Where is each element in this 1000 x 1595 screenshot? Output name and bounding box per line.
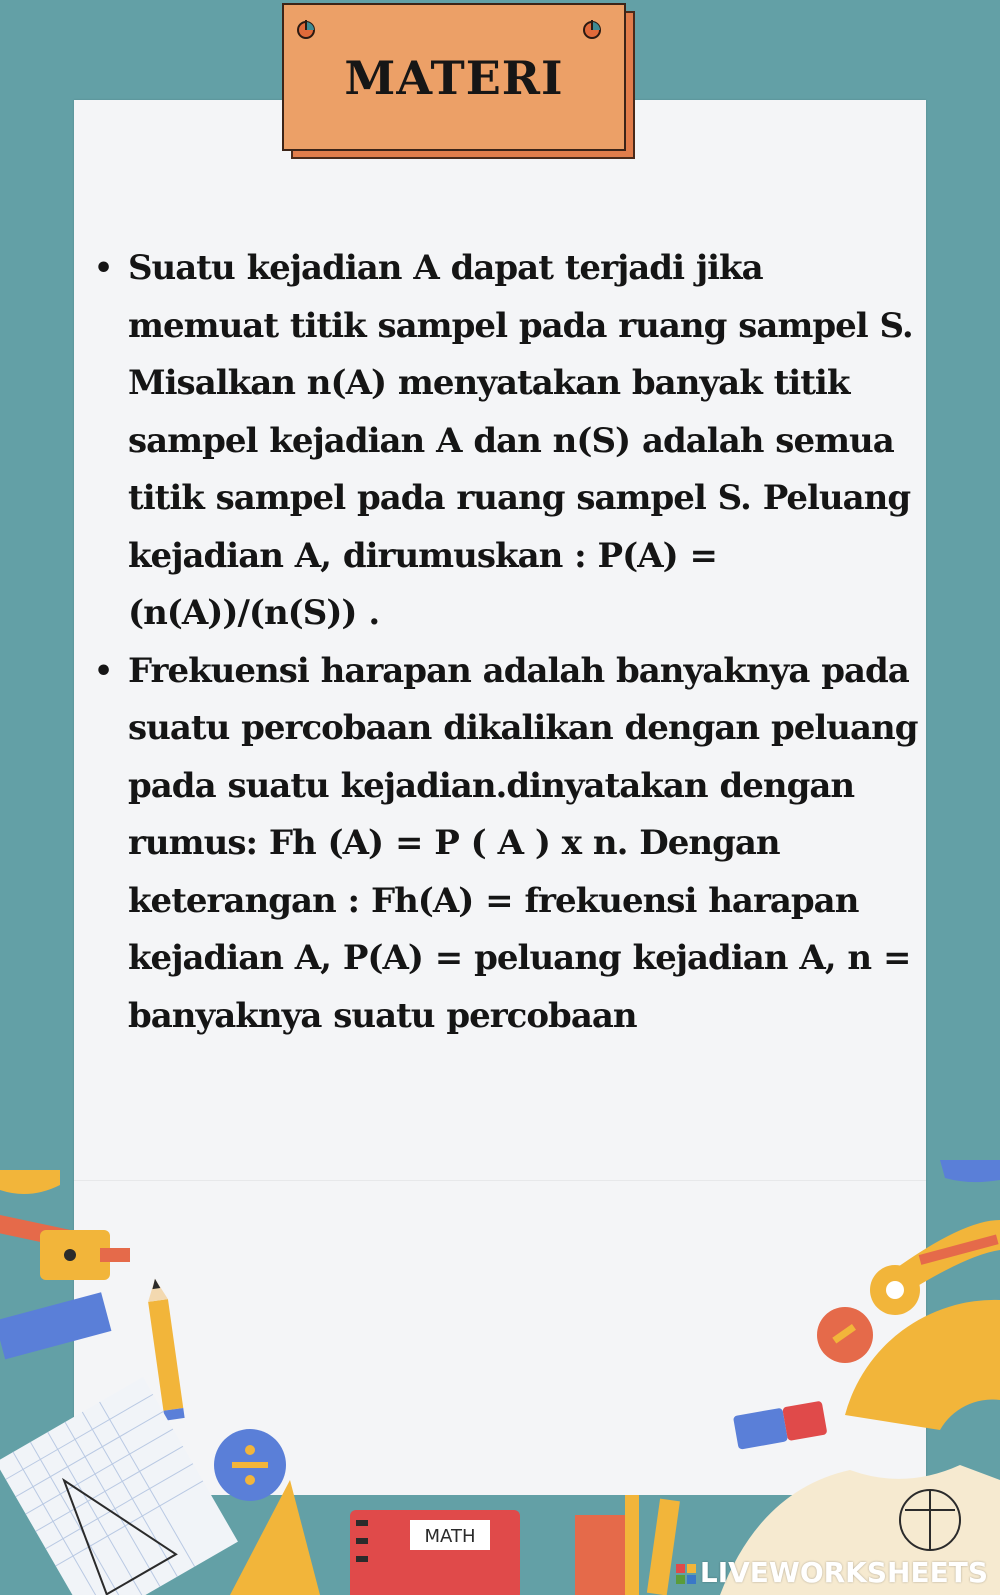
brand-text: LIVEWORKSHEETS bbox=[699, 1556, 988, 1589]
pin-icon bbox=[582, 20, 602, 40]
book-label: MATH bbox=[424, 1526, 476, 1547]
bullet-text: Frekuensi harapan adalah banyaknya pada suatu percobaan dikalikan dengan peluang pada suatu kejadian.dinyatakan dengan rumus: Fh (A) = P ( A ) x n. Dengan keterangan : Fh(A) = frekuensi harapan kejadian A, P(A) = peluang kejadian A, n = banyaknya suatu percobaan bbox=[128, 650, 918, 1036]
pencil-cup-icon bbox=[575, 1515, 625, 1595]
list-item bbox=[88, 240, 918, 643]
eraser-icon bbox=[733, 1401, 828, 1450]
content-list bbox=[88, 240, 918, 1045]
liveworksheets-icon bbox=[676, 1564, 696, 1584]
math-book-icon bbox=[350, 1510, 520, 1595]
pin-icon bbox=[296, 20, 316, 40]
list-item bbox=[88, 643, 918, 1046]
page-title: MATERI bbox=[344, 51, 564, 105]
bullet-icon: • bbox=[94, 653, 113, 689]
protractor-left-icon bbox=[0, 1170, 60, 1194]
brand-logo bbox=[676, 1556, 988, 1589]
ruler-blue-icon bbox=[0, 1292, 111, 1359]
bullet-icon: • bbox=[94, 251, 113, 286]
stationery-decoration bbox=[0, 1160, 1000, 1595]
title-card bbox=[282, 3, 626, 151]
bullet-text: Suatu kejadian A dapat terjadi jika memuat titik sampel pada ruang sampel S. Misalkan n(A) menyatakan banyak titik sampel kejadian A dan n(S) adalah semua titik sampel pada ruang sampel S. Peluang kejadian A, dirumuskan : P(A) = (n(A))/(n(S)) . bbox=[128, 248, 913, 633]
